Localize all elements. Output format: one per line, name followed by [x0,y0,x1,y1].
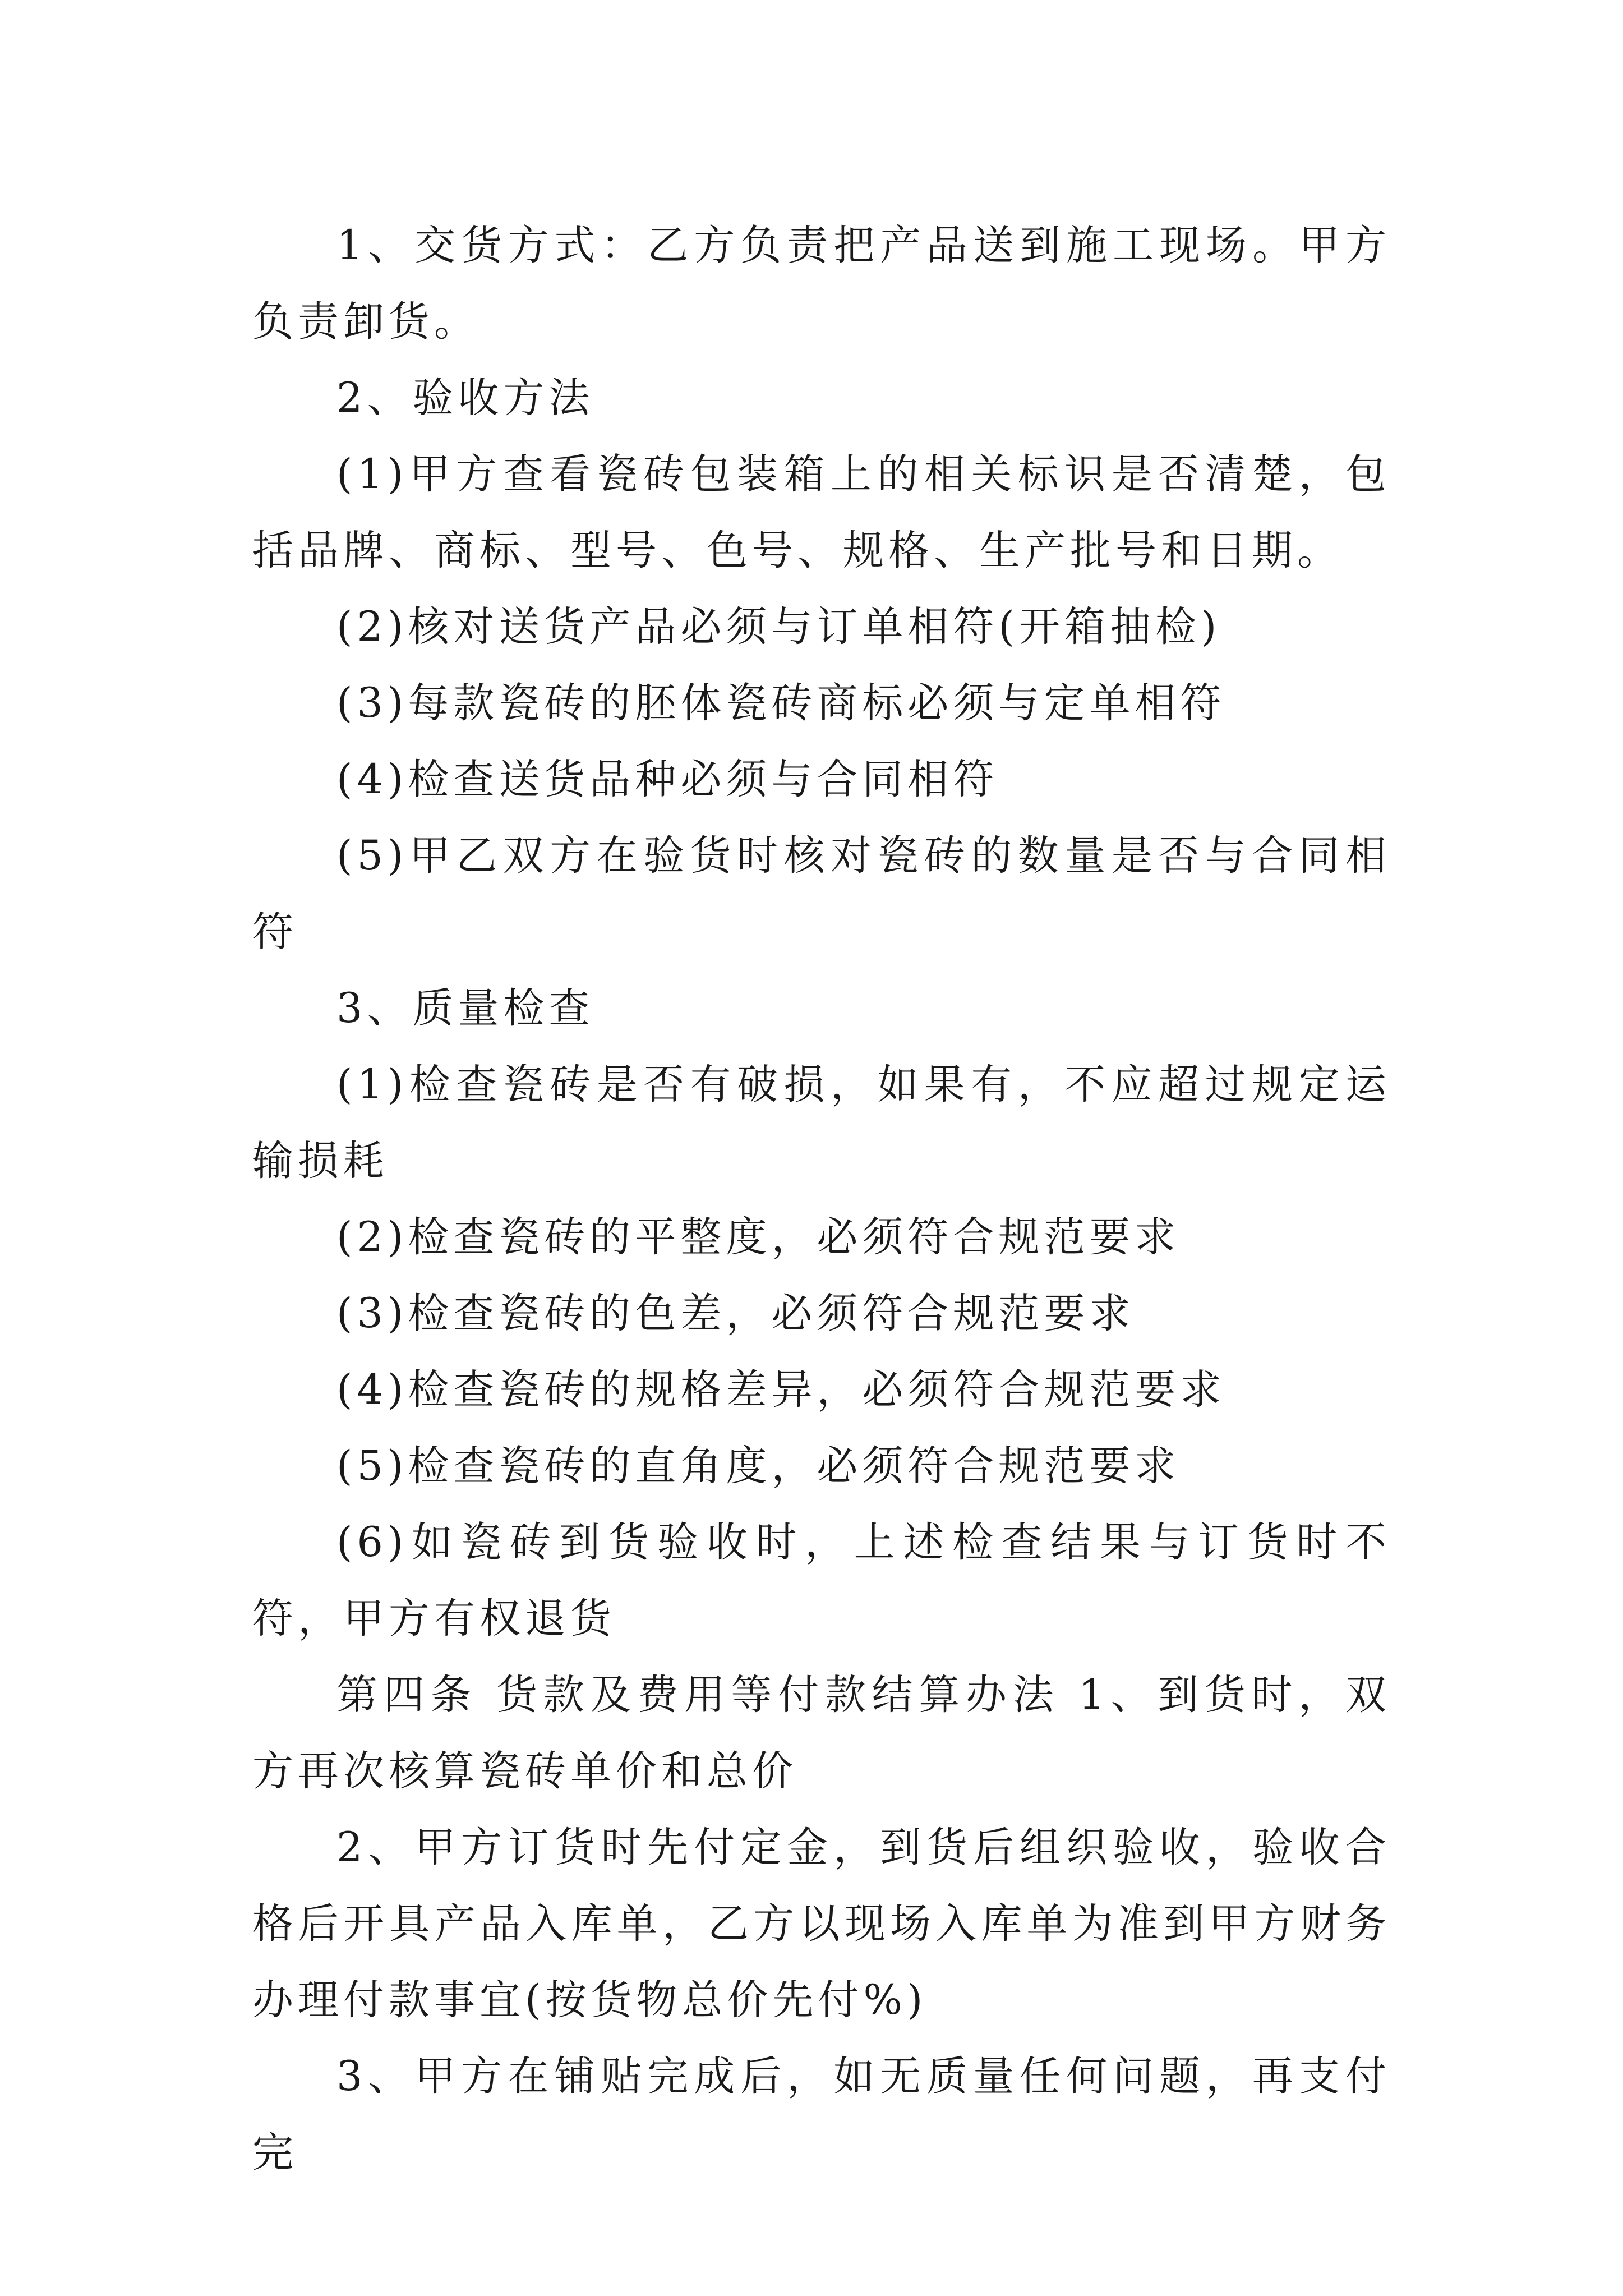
document-body [252,208,1391,2191]
paragraph-delivery-method: 1、交货方式：乙方负责把产品送到施工现场。甲方负责卸货。 [252,222,1391,346]
paragraph-quality-5: (5)检查瓷砖的直角度，必须符合规范要求 [336,1442,1181,1490]
paragraph-payment-2: 2、甲方订货时先付定金，到货后组织验收，验收合格后开具产品入库单，乙方以现场入库单为准到甲方财务办理付款事宜(按货物总价先付%) [252,1824,1391,2024]
paragraph-article-four: 第四条 货款及费用等付款结算办法 1、到货时，双方再次核算瓷砖单价和总价 [252,1671,1391,1795]
paragraph-acceptance-3: (3)每款瓷砖的胚体瓷砖商标必须与定单相符 [336,679,1226,727]
paragraph-quality-3: (3)检查瓷砖的色差，必须符合规范要求 [336,1290,1135,1337]
paragraph-payment-3: 3、甲方在铺贴完成后，如无质量任何问题，再支付完 [252,2053,1391,2177]
paragraph-quality-6: (6)如瓷砖到货验收时，上述检查结果与订货时不符，甲方有权退货 [252,1519,1391,1642]
paragraph-quality-2: (2)检查瓷砖的平整度，必须符合规范要求 [336,1213,1181,1261]
paragraph-acceptance-1: (1)甲方查看瓷砖包装箱上的相关标识是否清楚，包括品牌、商标、型号、色号、规格、生产批号和日期。 [252,450,1391,574]
paragraph-acceptance-2: (2)核对送货产品必须与订单相符(开箱抽检) [336,603,1221,651]
paragraph-quality-1: (1)检查瓷砖是否有破损，如果有，不应超过规定运输损耗 [252,1061,1391,1185]
paragraph-quality-heading: 3、质量检查 [336,984,594,1032]
paragraph-acceptance-5: (5)甲乙双方在验货时核对瓷砖的数量是否与合同相符 [252,832,1391,956]
paragraph-acceptance-4: (4)检查送货品种必须与合同相符 [336,756,999,803]
paragraph-acceptance-heading: 2、验收方法 [336,374,594,422]
paragraph-quality-4: (4)检查瓷砖的规格差异，必须符合规范要求 [336,1366,1226,1414]
